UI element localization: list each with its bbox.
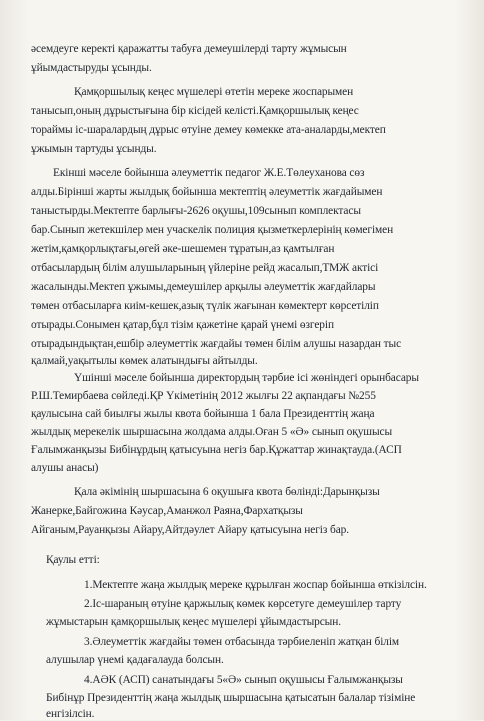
text-line: жасалынды.Мектеп ұжымы,демеушілер арқылы әлеуметтік жағдайлары xyxy=(31,281,376,293)
text-line: ұйымдастыруды ұсынды. xyxy=(31,62,152,74)
text-line: Қамқоршылық кеңес мүшелері өтетін мереке жоспарымен xyxy=(74,86,354,98)
text-line: Р.Ш.Темирбаева сөйледі.ҚР Үкіметінің 2012 жылғы 22 ақпандағы №255 xyxy=(31,390,376,402)
text-line: жылдық мерекелік шыршасына жолдама алды.Оған 5 «Ә» сынып оқушысы xyxy=(31,426,393,438)
text-line: Үшінші мәселе бойынша директордың тәрбие ісі жөніндегі орынбасары xyxy=(74,372,419,384)
text-line: Айганым,Рауанқызы Айару,Айтдәулет Айару қатысуына негіз бар. xyxy=(31,524,350,536)
resolution-item: енгізілсін. xyxy=(46,708,95,720)
text-line: таныстырды.Мектепте барлығы-2626 оқушы,109сынып комплектасы xyxy=(31,205,361,217)
resolution-item: 2.Іс-шараның өтуіне қаржылық көмек көрсетуге демеушілер тарту xyxy=(84,598,402,610)
text-line: қаулысына сай биылғы жылы квота бойынша 1 бала Президенттің жаңа xyxy=(31,408,375,420)
text-line: әсемдеуге керекті қаражатты табуға демеушілерді тарту жұмысын xyxy=(31,43,347,55)
text-line: отырады.Сонымен қатар,бұл тізім қажетіне қарай үнемі өзгеріп xyxy=(31,319,334,331)
text-line: бар.Сынып жетекшілер мен учаскелік полиция қызметкерлерінің көмегімен xyxy=(31,224,394,236)
text-line: төмен отбасыларға киім-кешек,азық түлік жағынан көмектерт көрсетіліп xyxy=(31,300,379,312)
resolution-item: алушылар үнемі қадағалауда болсын. xyxy=(46,654,224,666)
text-line: қалмай,уақытылы көмек алатындығы айтылды. xyxy=(31,355,258,367)
text-line: отырадындықтан,ешбір әлеуметтік жағдайы төмен білім алушы назардан тыс xyxy=(31,338,402,350)
resolution-item: Бибінұр Президенттің жаңа жылдық шыршасына қатысатын балалар тізіміне xyxy=(46,692,416,704)
text-line: алушы анасы) xyxy=(31,462,99,474)
text-line: алды.Бірінші жарты жылдық бойынша мектептің әлеуметтік жағдайымен xyxy=(31,186,383,198)
text-line: Қала әкімінің шыршасына 6 оқушыға квота бөлінді:Дарынқызы xyxy=(74,486,380,498)
text-line: ұжымын тартуды ұсынды. xyxy=(31,143,157,155)
resolution-heading: Қаулы етті: xyxy=(46,554,100,566)
text-line: жетім,қамқорлықтағы,өгей әке-шешемен тұратын,аз қамтылған xyxy=(31,243,335,255)
text-line: тораймы іс-шаралардың дұрыс өтуіне демеу көмекке ата-аналарды,мектеп xyxy=(31,124,386,136)
resolution-item: жұмыстарын қамқоршылық кеңес мүшелері ұйымдастырсын. xyxy=(46,616,341,628)
text-line: танысып,оның дұрыстығына бір кісідей келісті.Қамқоршылық кеңес xyxy=(31,105,359,117)
text-line: отбасылардың білім алушыларының үйлеріне рейд жасалып,ТМЖ актісі xyxy=(31,262,379,274)
resolution-item: 4.АӘК (АСП) санатындағы 5«Ә» сынып оқушысы Ғалымжанқызы xyxy=(84,674,403,686)
text-line: Екінші мәселе бойынша әлеуметтік педагог Ж.Е.Төлеуханова сөз xyxy=(53,167,365,179)
resolution-item: 1.Мектепте жаңа жылдық мереке құрылған жоспар бойынша өткізілсін. xyxy=(84,579,427,591)
text-line: Ғалымжанқызы Бибінұрдың қатысуына негіз бар.Құжаттар жинақтауда.(АСП xyxy=(31,444,402,456)
text-line: Жанерке,Байгожина Кәусар,Аманжол Раяна,Фархатқызы xyxy=(31,505,303,517)
resolution-item: 3.Әлеуметтік жағдайы төмен отбасында тәрбиеленіп жатқан білім xyxy=(84,636,400,648)
